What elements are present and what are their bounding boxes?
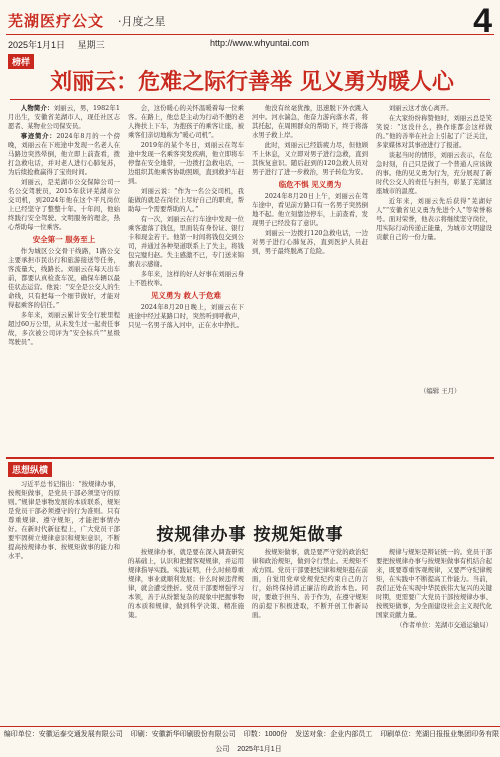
section-label-role-model: 榜样 [8,54,34,69]
section-label-thoughts: 思想纵横 [8,462,52,477]
issue-weekday: 星期三 [77,40,105,50]
story-column-4 [376,104,492,384]
paragraph: 近年来，刘丽云先后获得“芜湖好人”“安徽省见义勇为先进个人”等荣誉称号。面对荣誉，他表示将继续坚守岗位，用实际行动传递正能量，为城市文明建设贡献自己的一份力量。 [376,197,492,241]
profile-text: 刘丽云，男，1982年1月出生，安徽省芜湖市人，现任社区志愿者、某物业公司保安员。 [8,104,120,130]
title-rule [10,99,490,100]
imprint-footer [0,726,500,753]
paragraph: 习近平总书记指出：“按规律办事，按规矩做事，是党员干部必须坚守的原则。”规律是事物发展的本质联系，规矩是党员干部必须遵守的行为准则。只有尊重规律、遵守规矩，才能把事情办好。在新时代新征程上，广大党员干部要牢固树立规律意识和规矩意识，不断提高按规律办事、按规矩做事的能力和水平。 [8,480,120,560]
deeds-label: 事迹简介： [20,132,57,140]
page-number: 4 [473,2,492,40]
deeds-text: 2024年8月的一个傍晚，刘丽云在下班途中发现一名老人在马路边突然晕倒，他立即上前查看，拨打急救电话，并对老人进行心肺复苏，为后续抢救赢得了宝贵时间。 [8,132,120,176]
paragraph: 作为城区公交骨干线路，1路公交主要承担市民出行和旅游接送等任务，客流量大，线路长。刘丽云在每天出车前，都要认真检查车况，确保车辆以最佳状态运营。他说：“安全是公交人的生命线，只有把每一个细节做好，才能对得起乘客的信任。” [8,247,120,309]
paragraph: 刘丽云这才放心离开。 [388,104,453,112]
footer-item: 编印单位：安徽运泰交通发展有限公司 [3,731,123,738]
paragraph: 2024年8月20日上午，刘丽云在驾车途中，看见前方路口有一名男子突然倒地不起。他立刻靠边停车，上前查看，发现男子已经没有了意识。 [252,192,368,227]
footer-item: 发送对象：企业内部员工 [295,731,373,738]
paragraph: 按规矩做事，就是要严守党的政治纪律和政治规矩，做到令行禁止。无规矩不成方圆。党员干部要把纪律和规矩挺在前面，自觉用党章党规党纪约束自己的言行，始终保持清正廉洁的政治本色。同时，要敢于担当、善于作为，在遵守规矩的前提下积极进取，不断开创工作新局面。 [252,548,368,619]
paragraph: 谈起当时的情形，刘丽云表示，在危急时刻，自己只是做了一个普通人应该做的事。他的见义勇为行为，充分展现了新时代公交人的责任与担当，彰显了芜湖这座城市的温度。 [376,151,492,195]
story-title: 刘丽云：危难之际行善举 见义勇为暖人心 [50,70,454,95]
masthead-rule [6,34,494,35]
paragraph: 多年来，这样的好人好事在刘丽云身上不胜枚举。 [128,270,244,287]
essay-title: 按规律办事 按规矩做事 [156,525,344,545]
issue-date: 2025年1月1日 [8,40,66,50]
paragraph: 刘丽云说：“作为一名公交司机，我能做的就是在岗位上尽好自己的职责，帮助每一个需要帮助的人。” [128,187,244,213]
paragraph: 刘丽云一边拨打120急救电话，一边对男子进行心肺复苏，直到医护人员赶到，男子最终脱离了危险。 [252,229,368,255]
footer-item: 印数：1000份 [243,731,288,738]
paragraph: 规律与规矩是辩证统一的。党员干部要把按规律办事与按规矩做事有机结合起来，既要尊重客观规律，又要严守纪律规矩，在实践中不断提高工作能力。当前，我们正处在实现中华民族伟大复兴的关键时期，更需要广大党员干部按规律办事、按规矩做事，为全面建设社会主义现代化国家贡献力量。 [376,548,492,619]
newspaper-logo: 芜湖医疗公文 [8,12,105,30]
footer-item: 印刷：安徽新华印刷股份有限公司 [130,731,236,738]
supplement-name: ·月度之星 [118,15,166,28]
paragraph: 有一次，刘丽云在行车途中发现一位乘客遗落了钱包，里面装有身份证、银行卡和现金若干。他第一时间将钱包交到公司，并通过各种渠道联系上了失主，将钱包完璧归赵。失主感激不已，专门送来锦旗表示感谢。 [128,215,244,268]
website-link[interactable]: http://www.whyuntai.com [210,38,310,48]
essay-column-3 [252,548,368,720]
section-divider [6,457,494,459]
paragraph: 多年来，刘丽云累计安全行驶里程超过60万公里，从未发生过一起责任事故，多次被公司评为“安全标兵”“星级驾驶员”。 [8,311,120,346]
essay-column-1 [8,480,120,720]
footer-item: 印刷单位：芜湖日报报业集团印务有限公司 [215,731,500,753]
paragraph: 2024年8月20日晚上，刘丽云在下班途中经过某路口时，突然听到呼救声，只见一名男子落入河中，正在水中挣扎。 [128,303,244,329]
story-column-3 [252,104,368,452]
paragraph: 按规律办事，就是要在深入调查研究的基础上，认识和把握客观规律，并运用规律指导实践。实践证明，什么时候尊重规律，事业就顺利发展；什么时候违背规律，就会遭受挫折。党员干部要增强学习本领，善于从纷繁复杂的现象中把握事物的本质和规律，做到科学决策、精准施策。 [128,548,244,619]
subheading-brave-rescue: 见义勇为 救人于危难 [150,291,222,300]
editor-credit: （编辑 王月） [420,387,461,395]
paragraph: 此时，刘丽云已经筋疲力尽，但他顾不上休息，又立即对男子进行急救，直到其恢复意识。随后赶到的120急救人员对男子进行了进一步救治，男子转危为安。 [252,141,368,176]
paragraph: 他没有丝毫犹豫，迅速脱下外衣跳入河中。河水湍急，他奋力游向落水者，将其托起，在周围群众的帮助下，终于将落水男子救上岸。 [252,104,368,139]
dateline [8,38,115,51]
masthead [0,0,500,56]
paragraph: 会，这份暖心的关怀温暖着每一位乘客。在路上，他总是主动为行动不便的老人搀扶上下车，为抱孩子的乘客让座，被乘客们亲切地称为“暖心司机”。 [128,104,244,139]
profile-label: 人物简介： [20,104,54,112]
paragraph: 在大家纷纷称赞他时，刘丽云总是笑笑说：“这没什么，换作谁都会这样做的。”他的善举在社会上引起了广泛关注，多家媒体对其事迹进行了报道。 [376,114,492,149]
essay-byline: （作者单位：芜湖市交通运输局） [396,621,492,629]
paragraph: 刘丽云，是芜湖市公交保障公司一名公交驾驶员，2015年获评芜湖市公交司机，到2024年他在这个平凡岗位上已经坚守了整整十年。十年间，他始终践行安全驾驶、文明服务的理念，热心帮助每一位乘客。 [8,178,120,231]
story-column-1 [8,104,120,452]
footer-item: 2025年1月1日 [237,746,282,753]
essay-column-2 [128,548,244,720]
paragraph: 2019年的某个冬日，刘丽云在驾车途中发现一名乘客突发疾病，他立即将车停靠在安全地带，一边拨打急救电话，一边组织其他乘客协助照顾，直到救护车赶到。 [128,141,244,185]
subheading-fearless: 临危不惧 见义勇为 [278,180,342,189]
essay-column-4 [376,548,492,720]
story-column-2 [128,104,244,452]
subheading-safety-first: 安全第一 服务至上 [32,235,96,244]
